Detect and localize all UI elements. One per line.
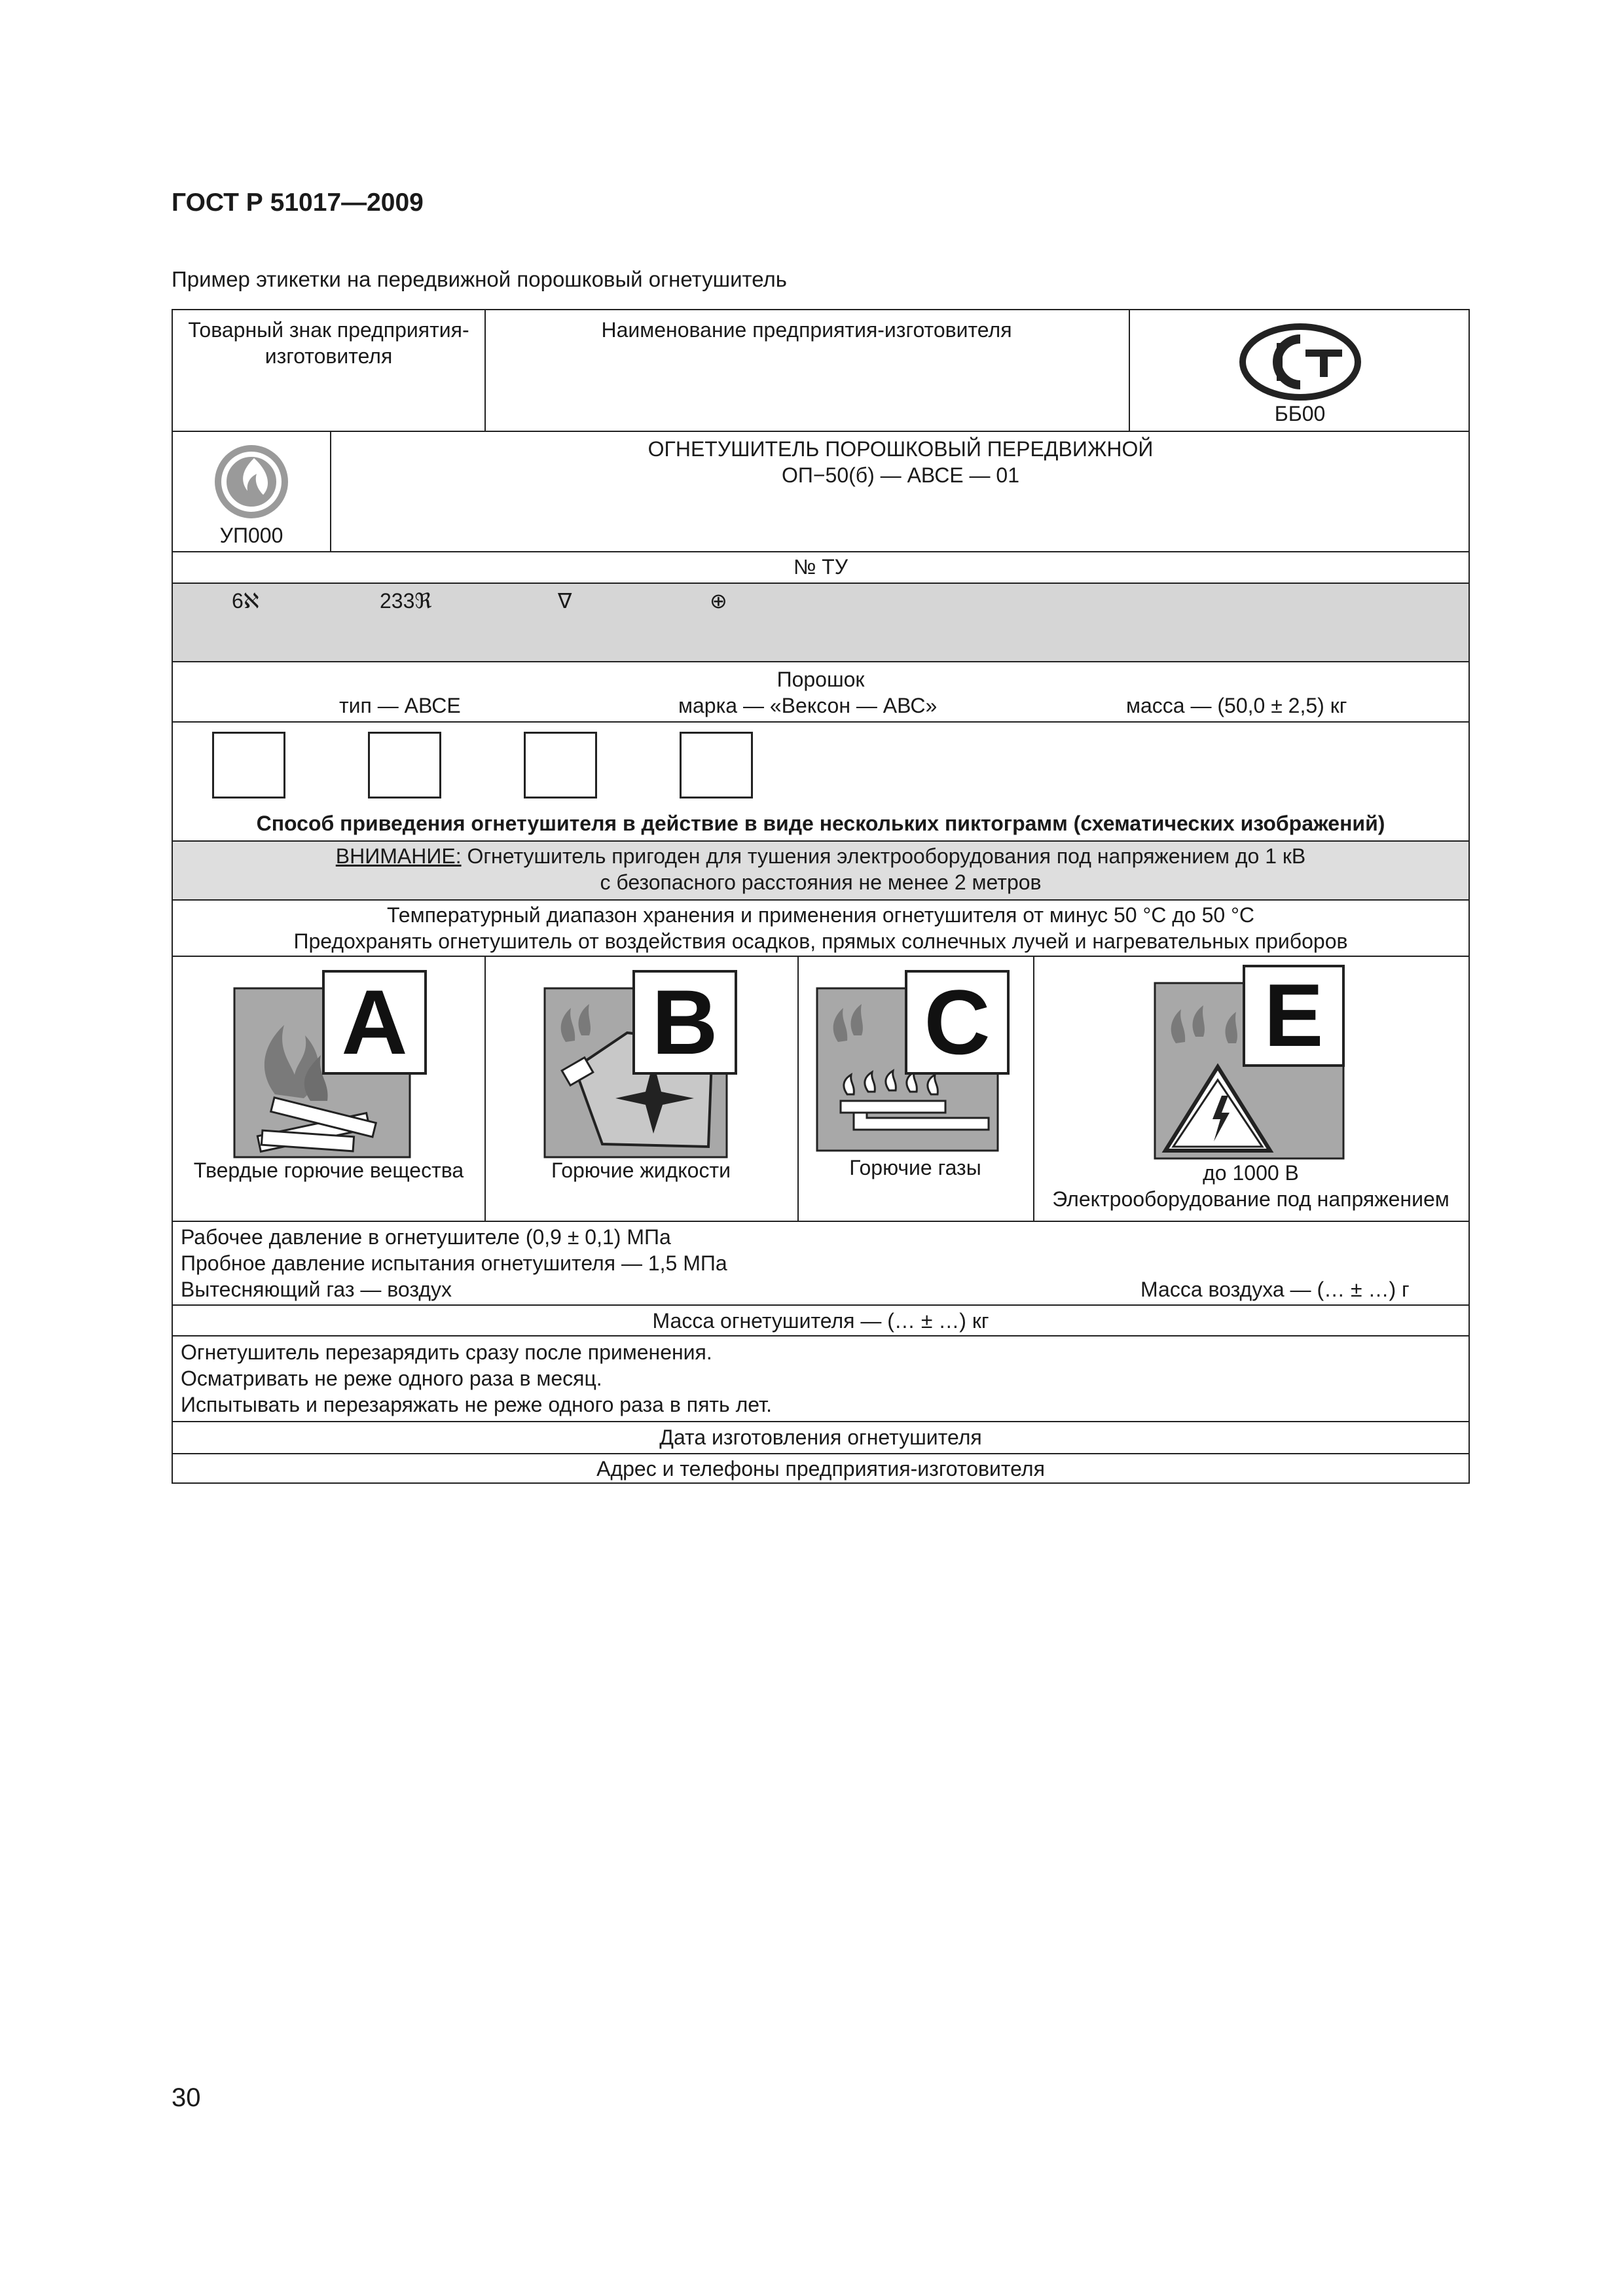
pressure-test: Пробное давление испытания огнетушителя — 1,5 МПа xyxy=(181,1251,727,1275)
warning-line2: с безопасного расстояния не менее 2 метров xyxy=(600,870,1042,894)
powder-type: тип — АВСЕ xyxy=(339,694,461,717)
extinguisher-mass: Масса огнетушителя — (… ± …) кг xyxy=(652,1309,989,1333)
powder-mass: масса — (50,0 ± 2,5) кг xyxy=(1126,694,1347,717)
certification-code: ББ00 xyxy=(1274,402,1326,425)
extinguisher-label xyxy=(172,309,1470,1484)
class-b-caption: Горючие жидкости xyxy=(551,1158,731,1182)
safety-cert-code: УП000 xyxy=(219,524,283,547)
figure-caption: Пример этикетки на передвижной порошковый огнетушитель xyxy=(172,267,788,291)
tu-number: № ТУ xyxy=(793,555,848,579)
propellant-gas: Вытесняющий газ — воздух xyxy=(181,1278,452,1301)
pct-certification-mark xyxy=(1237,323,1363,401)
class-e-caption2: Электрооборудование под напряжением xyxy=(1052,1187,1450,1211)
class-letter-e: E xyxy=(1264,965,1324,1065)
air-mass: Масса воздуха — (… ± …) г xyxy=(1140,1278,1410,1301)
class-a-caption: Твердые горючие вещества xyxy=(193,1158,464,1182)
fire-class-c-pictogram xyxy=(814,970,1017,1153)
page-number: 30 xyxy=(172,2083,201,2112)
fire-class-e-pictogram xyxy=(1152,965,1349,1161)
symbol-4: ⊕ xyxy=(710,589,727,613)
manufacturer-name-cell: Наименование предприятия-изготовителя xyxy=(601,318,1012,342)
trademark-cell: Товарный знак предприятия-изготовителя xyxy=(188,318,469,368)
product-name-line2: ОП−50(б) — АВСЕ — 01 xyxy=(781,463,1020,487)
instruction-test: Испытывать и перезаряжать не реже одного раза в пять лет. xyxy=(181,1393,773,1416)
activation-pictogram-3 xyxy=(524,732,597,798)
fire-class-b-pictogram xyxy=(542,970,739,1160)
symbols-band xyxy=(173,583,1468,661)
manufacture-date: Дата изготовления огнетушителя xyxy=(659,1426,982,1449)
product-name-line1: ОГНЕТУШИТЕЛЬ ПОРОШКОВЫЙ ПЕРЕДВИЖНОЙ xyxy=(647,437,1154,461)
class-c-caption: Горючие газы xyxy=(849,1156,981,1179)
instruction-recharge: Огнетушитель перезарядить сразу после применения. xyxy=(181,1340,712,1364)
powder-title: Порошок xyxy=(776,668,865,691)
activation-pictogram-2 xyxy=(368,732,441,798)
class-letter-c: C xyxy=(924,971,991,1073)
document-title: ГОСТ Р 51017—2009 xyxy=(172,188,424,217)
powder-brand: марка — «Вексон — АВС» xyxy=(678,694,938,717)
manufacturer-address: Адрес и телефоны предприятия-изготовителя xyxy=(596,1457,1045,1480)
activation-pictogram-1 xyxy=(212,732,285,798)
activation-method-text: Способ приведения огнетушителя в действие в виде нескольких пиктограмм (схематических изображений) xyxy=(256,812,1385,835)
warning-line1 xyxy=(173,843,1468,869)
symbol-2: 233ℜ xyxy=(380,589,432,613)
class-letter-b: B xyxy=(651,971,718,1073)
pressure-working: Рабочее давление в огнетушителе (0,9 ± 0,1) МПа xyxy=(181,1225,671,1249)
class-letter-a: A xyxy=(341,971,408,1073)
warning-text: Огнетушитель пригоден для тушения электрооборудования под напряжением до 1 кВ xyxy=(461,844,1306,868)
fire-class-a-pictogram xyxy=(232,970,428,1160)
warning-prefix: ВНИМАНИЕ: xyxy=(335,844,462,868)
temperature-line2: Предохранять огнетушитель от воздействия осадков, прямых солнечных лучей и нагревательных приборов xyxy=(293,929,1348,953)
instruction-inspect: Осматривать не реже одного раза в месяц. xyxy=(181,1367,602,1390)
temperature-line1: Температурный диапазон хранения и применения огнетушителя от минус 50 °С до 50 °С xyxy=(387,903,1254,927)
symbol-1: 6ℵ xyxy=(232,589,259,613)
class-e-caption1: до 1000 В xyxy=(1203,1161,1299,1185)
symbol-3: ∇ xyxy=(558,589,572,613)
activation-pictogram-4 xyxy=(680,732,753,798)
conformity-mark-icon xyxy=(211,441,292,522)
